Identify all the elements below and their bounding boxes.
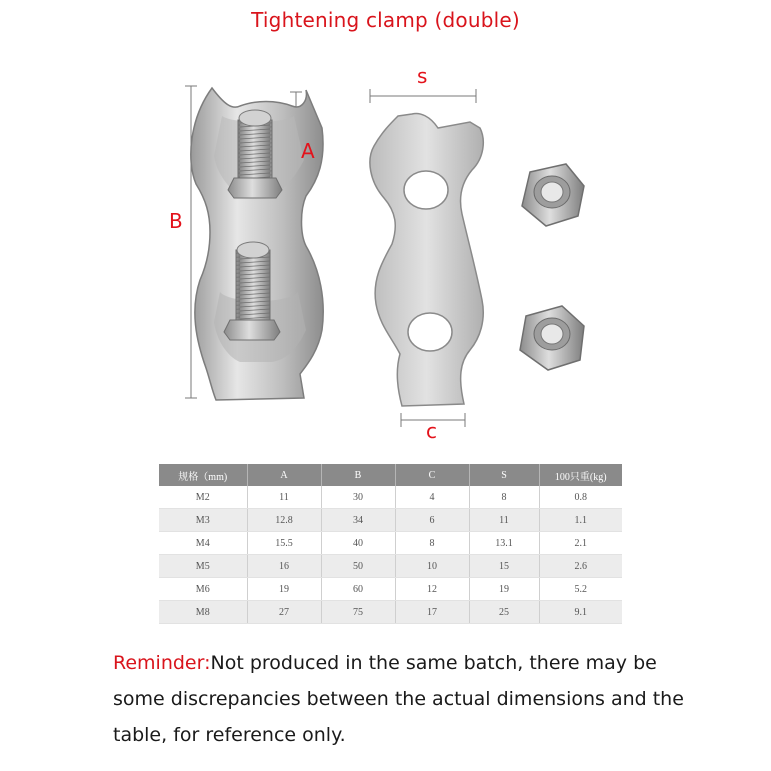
table-cell: 6 (395, 509, 469, 532)
table-cell: 1.1 (539, 509, 622, 532)
table-row (159, 555, 622, 578)
table-cell: 75 (321, 601, 395, 624)
table-row (159, 486, 622, 509)
table-cell: 19 (247, 578, 321, 601)
table-cell: 8 (469, 486, 539, 509)
table-cell: 40 (321, 532, 395, 555)
table-cell: 17 (395, 601, 469, 624)
table-cell: 27 (247, 601, 321, 624)
table-cell: M8 (159, 601, 247, 624)
header-b: B (321, 464, 395, 486)
header-s: S (469, 464, 539, 486)
table-cell: 11 (247, 486, 321, 509)
header-weight: 100只重(kg) (539, 464, 622, 486)
table-row (159, 601, 622, 624)
table-cell: 34 (321, 509, 395, 532)
table-cell: M6 (159, 578, 247, 601)
dimension-s (370, 89, 476, 103)
table-cell: 11 (469, 509, 539, 532)
spec-table (159, 464, 622, 624)
table-cell: 12 (395, 578, 469, 601)
table-cell: 25 (469, 601, 539, 624)
header-c: C (395, 464, 469, 486)
table-cell: 2.1 (539, 532, 622, 555)
table-cell: 4 (395, 486, 469, 509)
table-header-row (159, 464, 622, 486)
reminder-text: Not produced in the same batch, there may be some discrepancies between the actual dimensions and the table, for reference only. (113, 652, 684, 746)
dimension-label-b: B (169, 209, 183, 233)
nut-top (522, 164, 584, 226)
dimension-label-a: A (301, 139, 315, 163)
reminder-lead: Reminder: (113, 652, 211, 674)
nut-bottom (520, 306, 584, 370)
table-cell: 9.1 (539, 601, 622, 624)
table-cell: 15.5 (247, 532, 321, 555)
table-cell: 15 (469, 555, 539, 578)
table-cell: 0.8 (539, 486, 622, 509)
header-a: A (247, 464, 321, 486)
table-cell: M3 (159, 509, 247, 532)
table-cell: 12.8 (247, 509, 321, 532)
table-cell: 8 (395, 532, 469, 555)
dimension-label-c: c (426, 419, 437, 443)
page-title: Tightening clamp (double) (251, 8, 520, 32)
reminder-note (113, 645, 713, 753)
table-cell: 19 (469, 578, 539, 601)
table-cell: 5.2 (539, 578, 622, 601)
header-spec: 规格（mm) (159, 464, 247, 486)
table-cell: 30 (321, 486, 395, 509)
table-cell: M2 (159, 486, 247, 509)
dimension-label-s: s (417, 64, 428, 88)
clamp-plate (370, 114, 483, 406)
table-cell: 10 (395, 555, 469, 578)
table-cell: 13.1 (469, 532, 539, 555)
table-cell: 60 (321, 578, 395, 601)
table-row (159, 509, 622, 532)
table-cell: M4 (159, 532, 247, 555)
table-cell: 16 (247, 555, 321, 578)
table-row (159, 532, 622, 555)
table-cell: 50 (321, 555, 395, 578)
table-cell: M5 (159, 555, 247, 578)
table-row (159, 578, 622, 601)
table-cell: 2.6 (539, 555, 622, 578)
